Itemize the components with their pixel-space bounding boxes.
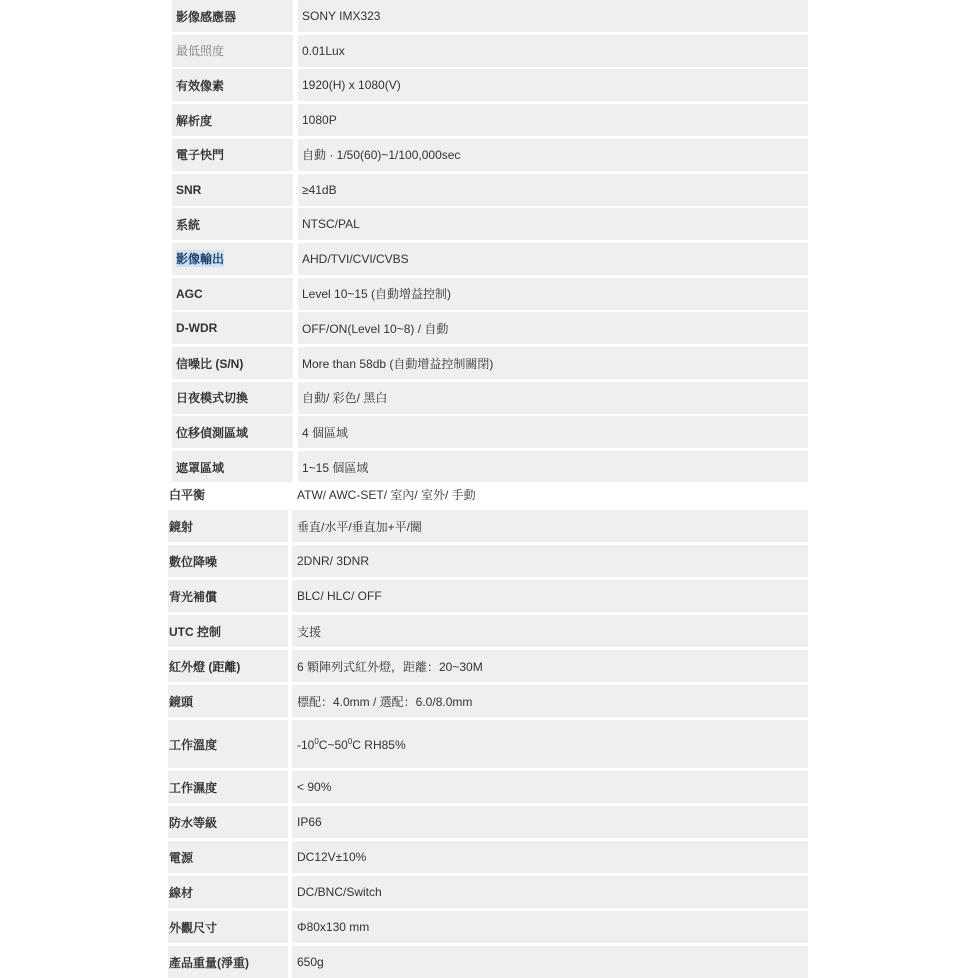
spec-label: [172, 35, 293, 67]
spec-row: [0, 35, 977, 67]
spec-label-text: 白平衡: [169, 488, 206, 502]
spec-value: [298, 451, 808, 483]
spec-value-text: More than 58db (自動增益控制關閉): [302, 356, 494, 371]
spec-label: [172, 174, 293, 206]
spec-value-text: BLC/ HLC/ OFF: [297, 589, 382, 603]
spec-value-text: 4 個區域: [302, 425, 349, 440]
spec-label: [168, 806, 288, 838]
spec-label-text: 影像感應器: [176, 9, 237, 24]
spec-row: [0, 0, 977, 32]
spec-label: [172, 69, 293, 101]
spec-value-text: SONY IMX323: [302, 9, 381, 23]
spec-row: [0, 174, 977, 206]
spec-value: [292, 510, 808, 542]
spec-value: [298, 382, 808, 414]
spec-label-text: 數位降噪: [169, 554, 218, 569]
spec-label-text: 產品重量(淨重): [169, 955, 249, 970]
spec-value: [292, 771, 808, 803]
spec-value-text: 垂直/水平/垂直加+平/關: [297, 519, 423, 534]
spec-label: [172, 451, 293, 483]
spec-value: [298, 416, 808, 448]
spec-value-text: 6 顆陣列式紅外燈，距離：20~30M: [297, 659, 483, 674]
spec-label-text: 紅外燈 (距離): [169, 659, 241, 674]
spec-row: [0, 580, 977, 612]
spec-label: [172, 208, 293, 240]
spec-label-text: 鏡頭: [169, 694, 194, 709]
spec-value: [292, 946, 808, 978]
spec-label-text: 工作濕度: [169, 780, 218, 795]
spec-value-text: 1080P: [302, 113, 337, 128]
spec-label: [168, 510, 288, 542]
spec-label-text: 背光補償: [169, 589, 218, 604]
spec-label-text: 有效像素: [176, 78, 225, 93]
spec-label: [168, 615, 288, 647]
spec-row: [0, 650, 977, 682]
spec-row: [0, 685, 977, 717]
spec-value-text: DC/BNC/Switch: [297, 885, 382, 899]
spec-row: [0, 104, 977, 136]
spec-value: [298, 174, 808, 206]
spec-label-text: UTC 控制: [169, 624, 221, 639]
value-part: -10: [297, 737, 315, 752]
spec-value-text: [297, 737, 406, 752]
spec-label: [172, 382, 293, 414]
spec-row: [0, 416, 977, 448]
spec-label: [172, 104, 293, 136]
spec-value-text: 1~15 個區域: [302, 460, 369, 475]
spec-label-text: AGC: [176, 286, 203, 301]
spec-value-text: ≥41dB: [302, 182, 337, 197]
spec-value: [298, 35, 808, 67]
spec-value: [292, 911, 808, 943]
spec-label-text: 信噪比 (S/N): [176, 356, 244, 371]
spec-value-text: 自動 · 1/50(60)~1/100,000sec: [302, 148, 461, 163]
spec-value-text: ATW/ AWC-SET/ 室內/ 室外/ 手動: [297, 488, 476, 502]
spec-row: [0, 139, 977, 171]
spec-value: [292, 685, 808, 717]
spec-value: [298, 312, 808, 344]
spec-value-text: DC12V±10%: [297, 850, 367, 864]
spec-label: [168, 720, 288, 768]
spec-row: [0, 482, 977, 507]
spec-label-text: SNR: [176, 182, 202, 197]
spec-label-text: 日夜模式切換: [176, 391, 249, 406]
spec-label-text: 電子快門: [176, 148, 225, 163]
spec-label: [168, 841, 288, 873]
spec-row: [0, 382, 977, 414]
spec-value: [292, 545, 808, 577]
spec-value: [292, 650, 808, 682]
spec-label: [168, 650, 288, 682]
spec-label-text: 最低照度: [176, 44, 225, 59]
spec-value-text: 0.01Lux: [302, 43, 345, 58]
spec-row: [0, 208, 977, 240]
spec-label: [168, 771, 288, 803]
spec-label-text: 外觀尺寸: [169, 920, 218, 935]
spec-value-text: NTSC/PAL: [302, 217, 360, 232]
spec-value-text: OFF/ON(Level 10~8) / 自動: [302, 321, 449, 336]
spec-label: [172, 139, 293, 171]
spec-value: [292, 806, 808, 838]
spec-label-text: 系統: [176, 217, 201, 232]
spec-label-text: 工作溫度: [169, 737, 218, 752]
spec-label-text: 防水等級: [169, 815, 218, 830]
spec-label: [168, 482, 288, 507]
spec-label: [172, 347, 293, 379]
spec-label: [168, 876, 288, 908]
spec-value-text: Φ80x130 mm: [297, 920, 370, 934]
spec-value-text: Level 10~15 (自動增益控制): [302, 287, 452, 302]
spec-value-text: 1920(H) x 1080(V): [302, 78, 401, 93]
spec-value: [292, 720, 808, 768]
spec-value: [298, 243, 808, 275]
spec-label: [168, 580, 288, 612]
spec-row: [0, 841, 977, 873]
spec-label: [172, 416, 293, 448]
spec-value-text: 自動/ 彩色/ 黑白: [302, 391, 388, 406]
spec-value-text: 支援: [297, 624, 322, 639]
spec-value: [298, 139, 808, 171]
spec-row: [0, 771, 977, 803]
spec-row: [0, 243, 977, 275]
spec-row: [0, 911, 977, 943]
spec-row: [0, 69, 977, 101]
spec-label-text: 遮罩區域: [176, 460, 225, 475]
spec-value: [298, 278, 808, 310]
spec-label: [172, 278, 293, 310]
spec-label: [172, 0, 293, 32]
spec-row: [0, 278, 977, 310]
spec-row: [0, 876, 977, 908]
spec-row: [0, 545, 977, 577]
spec-label-text: 影像輸出: [176, 252, 225, 267]
spec-value-text: 標配：4.0mm / 選配：6.0/8.0mm: [297, 694, 473, 709]
spec-row: [0, 312, 977, 344]
value-part: 0: [314, 736, 319, 746]
spec-label: [172, 312, 293, 344]
spec-row: [0, 615, 977, 647]
spec-row: [0, 510, 977, 542]
spec-value-text: < 90%: [297, 780, 332, 794]
spec-value: [298, 69, 808, 101]
spec-label: [172, 243, 293, 275]
spec-value-text: 2DNR/ 3DNR: [297, 554, 370, 568]
spec-value-text: AHD/TVI/CVI/CVBS: [302, 251, 409, 266]
value-part: C RH85%: [352, 737, 406, 752]
spec-label-text: 線材: [169, 885, 194, 900]
spec-label: [168, 685, 288, 717]
spec-value: [292, 615, 808, 647]
spec-row: [0, 946, 977, 978]
spec-row: [0, 806, 977, 838]
spec-label: [168, 545, 288, 577]
spec-label-text: 解析度: [176, 113, 213, 128]
spec-label-text: 位移偵測區域: [176, 425, 249, 440]
spec-value: [292, 482, 808, 507]
spec-label-text: 鏡射: [169, 519, 194, 534]
spec-label: [168, 911, 288, 943]
spec-value: [292, 580, 808, 612]
spec-label-text: D-WDR: [176, 321, 218, 336]
spec-value-text: IP66: [297, 815, 322, 829]
spec-value: [298, 104, 808, 136]
spec-value: [298, 208, 808, 240]
value-part: C~50: [318, 737, 348, 752]
spec-label-text: 電源: [169, 850, 194, 865]
spec-row: [0, 347, 977, 379]
spec-value: [298, 0, 808, 32]
value-part: 0: [347, 736, 353, 746]
spec-row: [0, 451, 977, 483]
spec-value: [292, 876, 808, 908]
spec-value-text: 650g: [297, 955, 324, 969]
spec-value: [298, 347, 808, 379]
spec-value: [292, 841, 808, 873]
spec-label: [168, 946, 288, 978]
spec-row: [0, 720, 977, 768]
